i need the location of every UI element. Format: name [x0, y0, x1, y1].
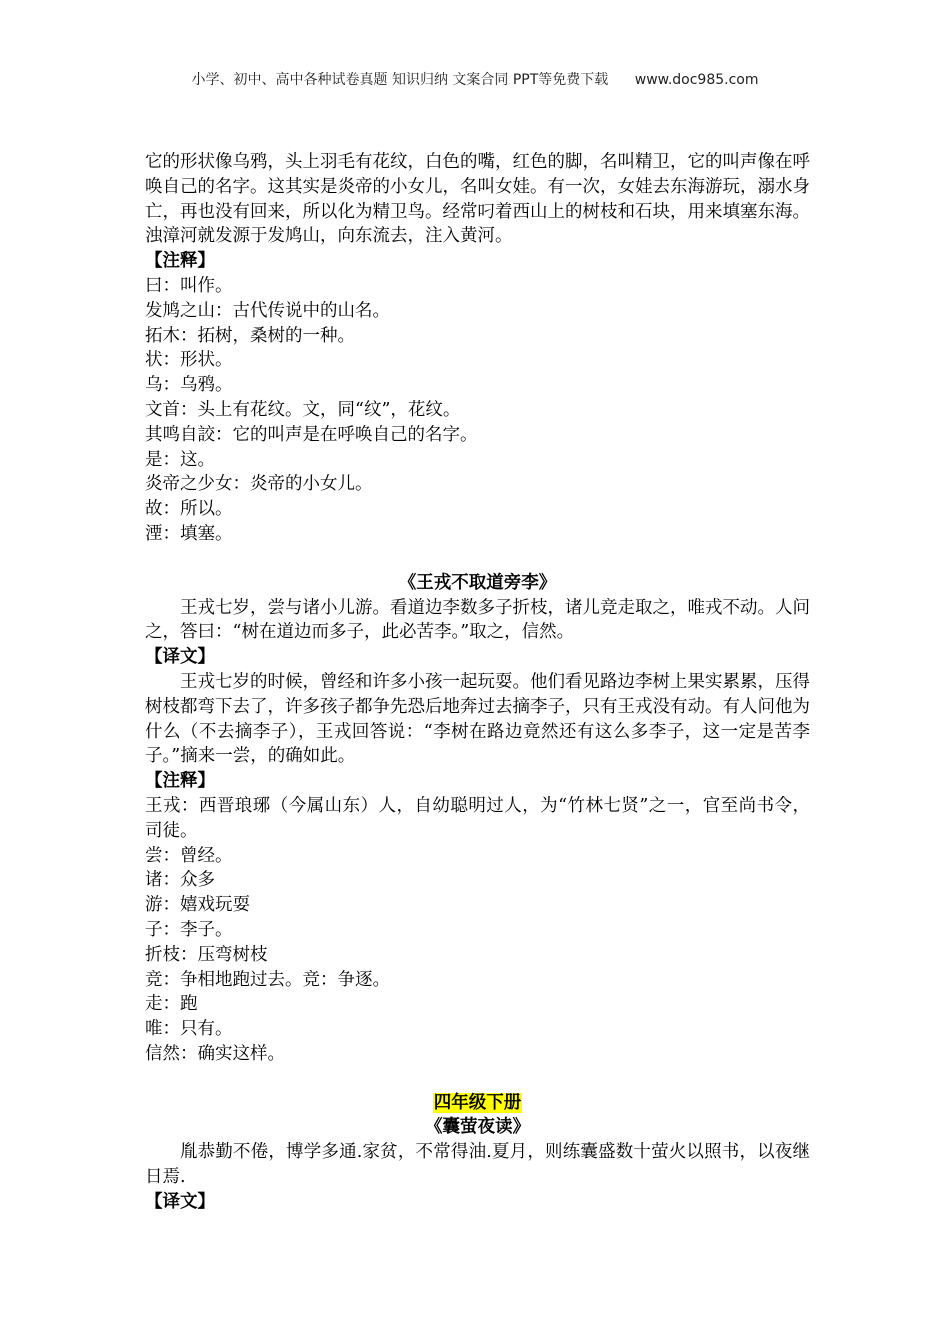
note-line: 文首：头上有花纹。文，同“纹”，花纹。	[145, 399, 461, 420]
note-line: 状：形状。	[145, 350, 233, 371]
nangying-title: 《囊萤夜读》	[425, 1117, 530, 1138]
note-line: 走：跑	[145, 994, 198, 1015]
grade-volume-label: 四年级下册	[433, 1092, 522, 1113]
section-spacer	[145, 1067, 810, 1091]
note-line: 曰：叫作。	[145, 275, 233, 296]
wangrong-notes-heading: 【注释】	[145, 771, 215, 792]
note-line: 信然：确实这样。	[145, 1043, 285, 1064]
note-line: 其鸣自詨：它的叫声是在呼唤自己的名字。	[145, 424, 478, 445]
note-line: 王戎：西晋琅琊（今属山东）人，自幼聪明过人，为“竹林七贤”之一，官至尚书令，司徒。	[145, 795, 810, 841]
wangrong-title: 《王戎不取道旁李》	[398, 572, 557, 593]
note-line: 游：嬉戏玩耍	[145, 895, 250, 916]
section-spacer	[145, 547, 810, 571]
note-line: 子：李子。	[145, 919, 233, 940]
note-line: 拓木：拓树，桑树的一种。	[145, 325, 355, 346]
note-line: 是：这。	[145, 449, 215, 470]
wangrong-text: 王戎七岁，尝与诸小儿游。看道边李数多子折枝，诸儿竞走取之，唯戎不动。人问之，答曰：“树在道边而多子，此必苦李。”取之，信然。	[145, 597, 810, 643]
note-line: 诸：众多	[145, 870, 215, 891]
nangying-translation-heading: 【译文】	[145, 1191, 215, 1212]
grade-volume-heading	[145, 1091, 810, 1116]
note-line: 故：所以。	[145, 499, 233, 520]
note-line: 竞：争相地跑过去。竞：争逐。	[145, 969, 390, 990]
note-line: 湮：填塞。	[145, 523, 233, 544]
page-header	[0, 69, 950, 89]
document-body	[145, 150, 810, 1215]
nangying-text: 胤恭勤不倦，博学多通.家贫，不常得油.夏月，则练囊盛数十萤火以照书，以夜继日焉.	[145, 1142, 810, 1188]
jingwei-notes-heading: 【注释】	[145, 251, 215, 272]
note-line: 折枝：压弯树枝	[145, 944, 268, 965]
note-line: 唯：只有。	[145, 1019, 233, 1040]
header-site-link[interactable]: www.doc985.com	[634, 72, 759, 88]
wangrong-translation: 王戎七岁的时候，曾经和许多小孩一起玩耍。他们看见路边李树上果实累累，压得树枝都弯下去了，许多孩子都争先恐后地奔过去摘李子，只有王戎没有动。有人问他为什么（不去摘李子），王戎回答说：“李树在路边竟然还有这么多李子，这一定是苦李子。”摘来一尝，的确如此。	[145, 671, 810, 767]
wangrong-translation-heading: 【译文】	[145, 647, 215, 668]
jingwei-translation: 它的形状像乌鸦，头上羽毛有花纹，白色的嘴，红色的脚，名叫精卫，它的叫声像在呼唤自己的名字。这其实是炎帝的小女儿，名叫女娃。有一次，女娃去东海游玩，溺水身亡，再也没有回来，所以化为精卫鸟。经常叼着西山上的树枝和石块，用来填塞东海。浊漳河就发源于发鸠山，向东流去，注入黄河。	[145, 152, 810, 247]
header-text: 小学、初中、高中各种试卷真题 知识归纳 文案合同 PPT等免费下载	[191, 72, 609, 88]
note-line: 乌：乌鸦。	[145, 375, 233, 396]
note-line: 尝：曾经。	[145, 845, 233, 866]
note-line: 炎帝之少女：炎帝的小女儿。	[145, 474, 373, 495]
note-line: 发鸠之山：古代传说中的山名。	[145, 300, 390, 321]
